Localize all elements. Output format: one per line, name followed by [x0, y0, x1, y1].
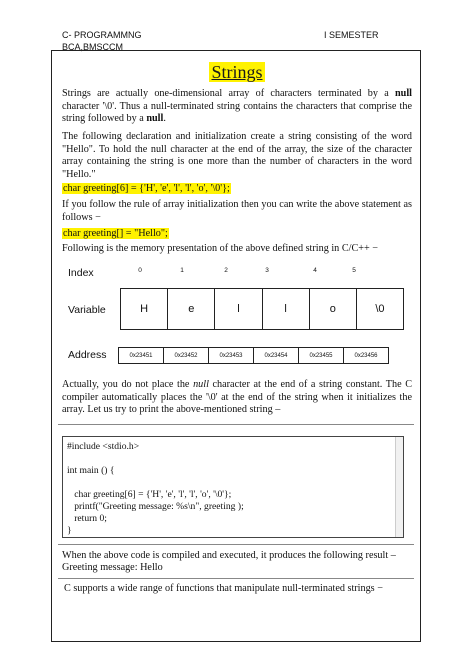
- memory-diagram: [62, 262, 412, 372]
- code-line: int main () {: [67, 465, 115, 476]
- divider-bottom: [58, 544, 414, 545]
- intro-paragraph: [62, 88, 412, 126]
- code-block: [62, 436, 404, 538]
- divider-output: [58, 578, 414, 579]
- address-4: 0x23455: [298, 347, 344, 364]
- intro-null-2: null: [146, 113, 164, 125]
- actually-null: null: [193, 379, 209, 390]
- code-scrollbar[interactable]: [395, 437, 403, 537]
- index-2: 2: [224, 267, 228, 274]
- index-label: Index: [68, 267, 94, 279]
- result-paragraph: When the above code is compiled and executed, it produces the following result –: [62, 550, 396, 561]
- index-0: 0: [138, 267, 142, 274]
- index-5: 5: [352, 267, 356, 274]
- cell-4: o: [310, 289, 357, 329]
- index-1: 1: [180, 267, 184, 274]
- code-line: return 0;: [67, 513, 107, 524]
- cell-2: l: [215, 289, 262, 329]
- memory-paragraph: Following is the memory presentation of the above defined string in C/C++ −: [62, 243, 379, 254]
- page-title: [0, 62, 474, 83]
- intro-text-e: .: [163, 113, 166, 125]
- address-3: 0x23454: [253, 347, 299, 364]
- index-3: 3: [265, 267, 269, 274]
- cell-1: e: [168, 289, 215, 329]
- variable-cells: [120, 288, 404, 330]
- page-title-text: Strings: [211, 62, 263, 82]
- code-snippet-array: char greeting[6] = {'H', 'e', 'l', 'l', 'o', '\0'};: [63, 183, 230, 194]
- header-left-line1: C- PROGRAMMNG: [62, 30, 142, 40]
- code-snippet-string: char greeting[] = "Hello";: [63, 228, 168, 239]
- address-5: 0x23456: [343, 347, 389, 364]
- intro-text-a: Strings are actually one-dimensional array of characters terminated by a: [62, 88, 395, 99]
- address-2: 0x23453: [208, 347, 254, 364]
- address-0: 0x23451: [118, 347, 164, 364]
- variable-label: Variable: [68, 304, 106, 316]
- address-1: 0x23452: [163, 347, 209, 364]
- code-line: printf("Greeting message: %s\n", greeting );: [67, 501, 244, 512]
- code-line: #include <stdio.h>: [67, 441, 140, 452]
- intro-text-c: character '\0'. Thus a null-terminated string contains the characters that comprise the string followed by a: [62, 100, 412, 125]
- code-line: char greeting[6] = {'H', 'e', 'l', 'l', 'o', '\0'};: [67, 489, 232, 500]
- cell-0: H: [121, 289, 168, 329]
- output-line: Greeting message: Hello: [62, 562, 163, 573]
- divider-top: [58, 424, 414, 425]
- declaration-paragraph: The following declaration and initialization create a string consisting of the word "Hello". To hold the null character at the end of the array, the size of the character array containing the string is one more than the number of characters in the word "Hello.": [62, 131, 412, 180]
- address-label: Address: [68, 349, 107, 361]
- actually-paragraph: [62, 379, 412, 417]
- header-right: I SEMESTER: [324, 30, 379, 40]
- intro-null-1: null: [395, 88, 412, 99]
- actually-text-a: Actually, you do not place the: [62, 379, 194, 390]
- rule-paragraph: If you follow the rule of array initialization then you can write the above statement as follows −: [62, 199, 412, 223]
- code-line: }: [67, 525, 72, 536]
- cell-5: \0: [375, 303, 385, 315]
- actually-text-c: character at the end of a string constant. The C compiler automatically places the '\0' at the end of the string when it initializes the array. Let us try to print the above-mentioned string –: [62, 379, 413, 416]
- supports-paragraph: C supports a wide range of functions that manipulate null-terminated strings −: [64, 583, 383, 594]
- header-left-line2: BCA,BMSCCM: [62, 42, 124, 52]
- index-4: 4: [313, 267, 317, 274]
- cell-3: l: [263, 289, 310, 329]
